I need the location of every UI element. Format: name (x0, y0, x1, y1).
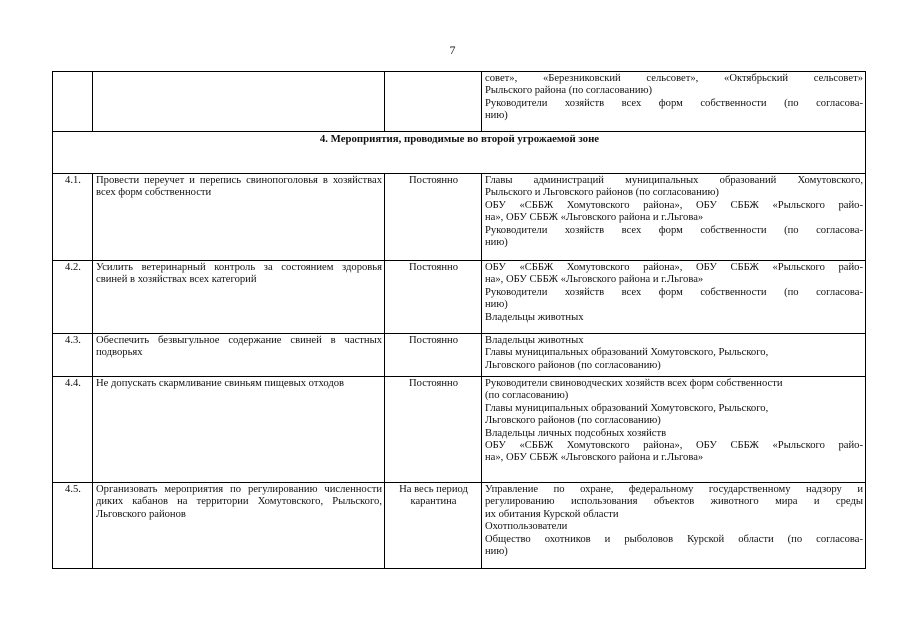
row-number: 4.2. (53, 261, 93, 334)
row-number: 4.4. (53, 377, 93, 483)
resp-line: Управление по охране, федеральному государственному надзору и (485, 484, 863, 495)
page-number: 7 (449, 43, 456, 57)
term-text: Постоянно (385, 261, 482, 334)
resp-line: нию) (485, 110, 508, 122)
resp-line: Руководители хозяйств всех форм собственности (по согласова- (485, 97, 863, 109)
resp-line: Главы муниципальных образований Хомутовского, Рыльского, (485, 402, 769, 414)
num-cell (53, 72, 93, 132)
term-text: Постоянно (385, 377, 482, 483)
resp-line: регулированию использования объектов животного мира и среды (485, 496, 863, 508)
resp-line: Рыльского и Льговского районов (по согласованию) (485, 187, 719, 199)
table-row (53, 377, 866, 483)
resp-line: на», ОБУ СББЖ «Льговского района и г.Льгова» (485, 212, 704, 224)
table-row (53, 174, 866, 261)
resp-line: Главы администраций муниципальных образований Хомутовского, (485, 175, 863, 186)
responsible-cell (482, 334, 866, 377)
resp-line: нию) (485, 546, 508, 558)
table-row (53, 334, 866, 377)
task-text: Организовать мероприятия по регулированию численности диких кабанов на территории Хомутовского, Рыльского, Льговского районов (93, 483, 385, 569)
responsible-cell (482, 72, 866, 132)
resp-line: Охотпользователи (485, 521, 568, 533)
resp-line: ОБУ «СББЖ Хомутовского района», ОБУ СББЖ «Рыльского райо- (485, 199, 863, 211)
task-text: Обеспечить безвыгульное содержание свиней в частных подворьях (93, 334, 385, 377)
resp-line: Льговского районов (по согласованию) (485, 415, 661, 427)
term-text: Постоянно (385, 334, 482, 377)
table-row (53, 261, 866, 334)
resp-line: на», ОБУ СББЖ «Льговского района и г.Льгова» (485, 274, 704, 286)
resp-line: ОБУ «СББЖ Хомутовского района», ОБУ СББЖ «Рыльского райо- (485, 262, 863, 273)
task-text: Не допускать скармливание свиньям пищевых отходов (93, 377, 385, 483)
responsible-cell (482, 377, 866, 483)
continued-row (53, 72, 866, 132)
measures-table (52, 71, 866, 569)
resp-line: Владельцы животных (485, 335, 584, 346)
responsible-cell (482, 483, 866, 569)
resp-line: ОБУ «СББЖ Хомутовского района», ОБУ СББЖ «Рыльского райо- (485, 440, 863, 452)
term-text: На весь период карантина (385, 483, 482, 569)
row-number: 4.3. (53, 334, 93, 377)
section-row (53, 132, 866, 174)
resp-line: Владельцы животных (485, 311, 584, 323)
resp-line: нию) (485, 237, 508, 249)
resp-line: Общество охотников и рыболовов Курской области (по согласова- (485, 533, 863, 545)
resp-line: нию) (485, 299, 508, 311)
resp-line: Главы муниципальных образований Хомутовского, Рыльского, (485, 347, 769, 359)
resp-line: на», ОБУ СББЖ «Льговского района и г.Льгова» (485, 452, 704, 464)
task-cell (93, 72, 385, 132)
row-number: 4.1. (53, 174, 93, 261)
resp-line: (по согласованию) (485, 390, 569, 402)
resp-line: Владельцы личных подсобных хозяйств (485, 427, 667, 439)
responsible-cell (482, 174, 866, 261)
resp-line: Руководители свиноводческих хозяйств всех форм собственности (485, 378, 783, 389)
resp-line: Льговского районов (по согласованию) (485, 359, 661, 371)
task-text: Усилить ветеринарный контроль за состоянием здоровья свиней в хозяйствах всех категорий (93, 261, 385, 334)
responsible-cell (482, 261, 866, 334)
resp-line: их обитания Курской области (485, 508, 619, 520)
term-cell (385, 72, 482, 132)
task-text: Провести переучет и перепись свинопоголовья в хозяйствах всех форм собственности (93, 174, 385, 261)
resp-line: Рыльского района (по согласованию) (485, 85, 653, 97)
table-row (53, 483, 866, 569)
resp-line: Руководители хозяйств всех форм собственности (по согласова- (485, 286, 863, 298)
resp-line: совет», «Березниковский сельсовет», «Октябрьский сельсовет» (485, 73, 863, 84)
section-title: 4. Мероприятия, проводимые во второй угрожаемой зоне (53, 132, 866, 174)
resp-line: Руководители хозяйств всех форм собственности (по согласова- (485, 224, 863, 236)
term-text: Постоянно (385, 174, 482, 261)
row-number: 4.5. (53, 483, 93, 569)
